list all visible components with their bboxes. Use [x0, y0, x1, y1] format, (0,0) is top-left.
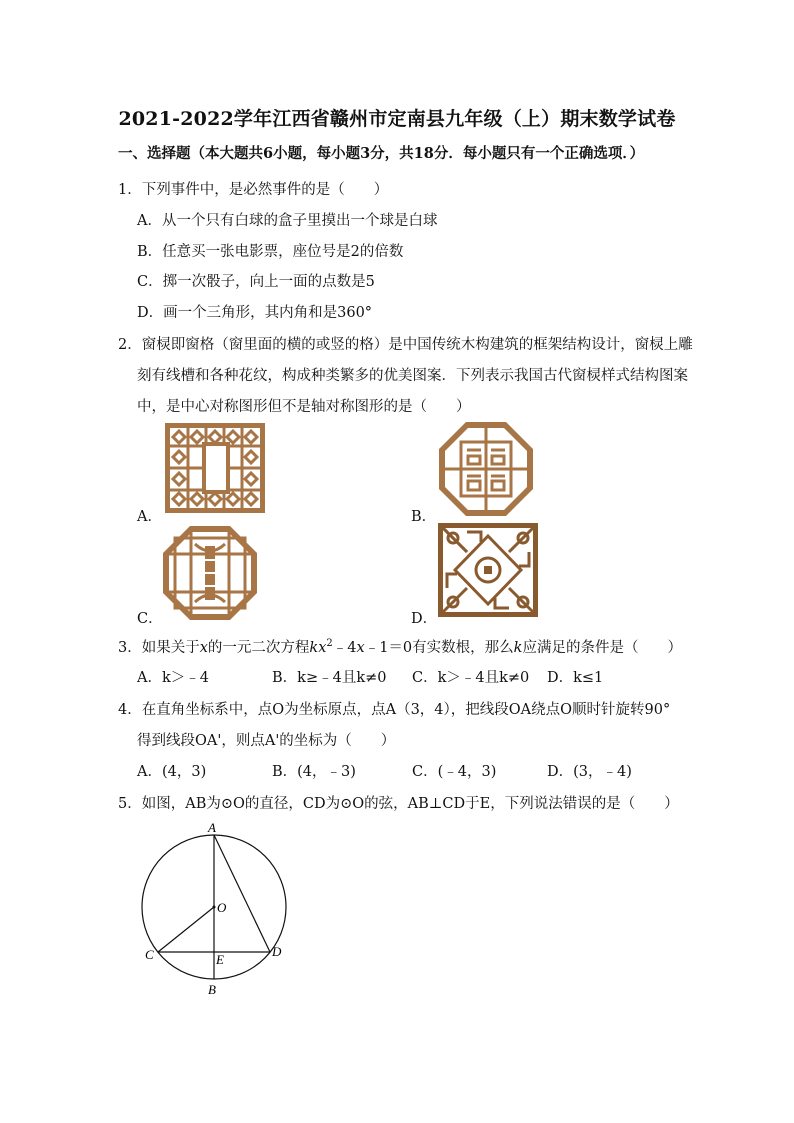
question-3-option-c: C．k＞﹣4且k≠0: [412, 670, 530, 686]
question-2-line-3: 中，是中心对称图形但不是轴对称图形的是（ ）: [137, 399, 471, 415]
question-1-option-d: D．画一个三角形，其内角和是360°: [137, 305, 373, 321]
point-o-label: O: [217, 900, 227, 915]
question-3-option-d: D．k≤1: [547, 670, 604, 686]
point-d-label: D: [272, 944, 282, 959]
question-4-option-a: A．(4，3): [137, 764, 207, 780]
question-4-line-1: 4．在直角坐标系中，点O为坐标原点，点A（3，4），把线段OA绕点O顺时针旋转90°: [118, 702, 671, 718]
question-1-option-c: C．掷一次骰子，向上一面的点数是5: [137, 274, 375, 290]
question-4-option-d: D．(3，﹣4): [547, 764, 632, 780]
octagon-ornament-window-icon: [161, 524, 259, 622]
question-4-line-2: 得到线段OA'，则点A'的坐标为（ ）: [137, 733, 396, 749]
figure-b-label: B．: [411, 509, 437, 525]
figure-c-label: C．: [137, 611, 163, 627]
page-title: 2021-2022学年江西省赣州市定南县九年级（上）期末数学试卷: [118, 108, 676, 130]
circle-geometry-figure: [135, 818, 295, 998]
question-4-option-c: C．(﹣4，3): [412, 764, 497, 780]
question-2-line-2: 刻有线槽和各种花纹，构成种类繁多的优美图案．下列表示我国古代窗棂样式结构图案: [137, 368, 688, 384]
question-3-option-a: A．k＞﹣4: [137, 670, 209, 686]
question-3-stem: 3．如果关于x的一元二次方程$kx^2﹣4x﹣1=0$有实数根，那么k应满足的条件是（ ）: [118, 638, 682, 656]
question-2-line-1: 2．窗棂即窗格（窗里面的横的或竖的格）是中国传统木构建筑的框架结构设计，窗棂上雕: [118, 337, 693, 353]
point-a-label: A: [208, 820, 216, 835]
question-5-stem: 5．如图，AB为⊙O的直径，CD为⊙O的弦，AB⊥CD于E，下列说法错误的是（ ）: [118, 796, 679, 812]
octagon-double-happiness-window-icon: [437, 420, 535, 518]
section-heading: 一、选择题（本大题共6小题，每小题3分，共18分．每小题只有一个正确选项．）: [118, 145, 645, 162]
point-b-label: B: [208, 982, 216, 997]
question-1-stem: 1．下列事件中，是必然事件的是（ ）: [118, 182, 389, 198]
square-lattice-window-icon: [164, 422, 266, 514]
figure-d-label: D．: [411, 611, 438, 627]
question-3-option-b: B．k≥﹣4且k≠0: [272, 670, 387, 686]
question-1-option-b: B．任意买一张电影票，座位号是2的倍数: [137, 244, 404, 260]
point-c-label: C: [145, 947, 154, 962]
square-rotational-lattice-window-icon: [437, 522, 539, 618]
point-e-label: E: [216, 952, 224, 967]
figure-a-label: A．: [137, 509, 162, 525]
question-4-option-b: B．(4，﹣3): [272, 764, 356, 780]
question-1-option-a: A．从一个只有白球的盒子里摸出一个球是白球: [137, 213, 438, 229]
